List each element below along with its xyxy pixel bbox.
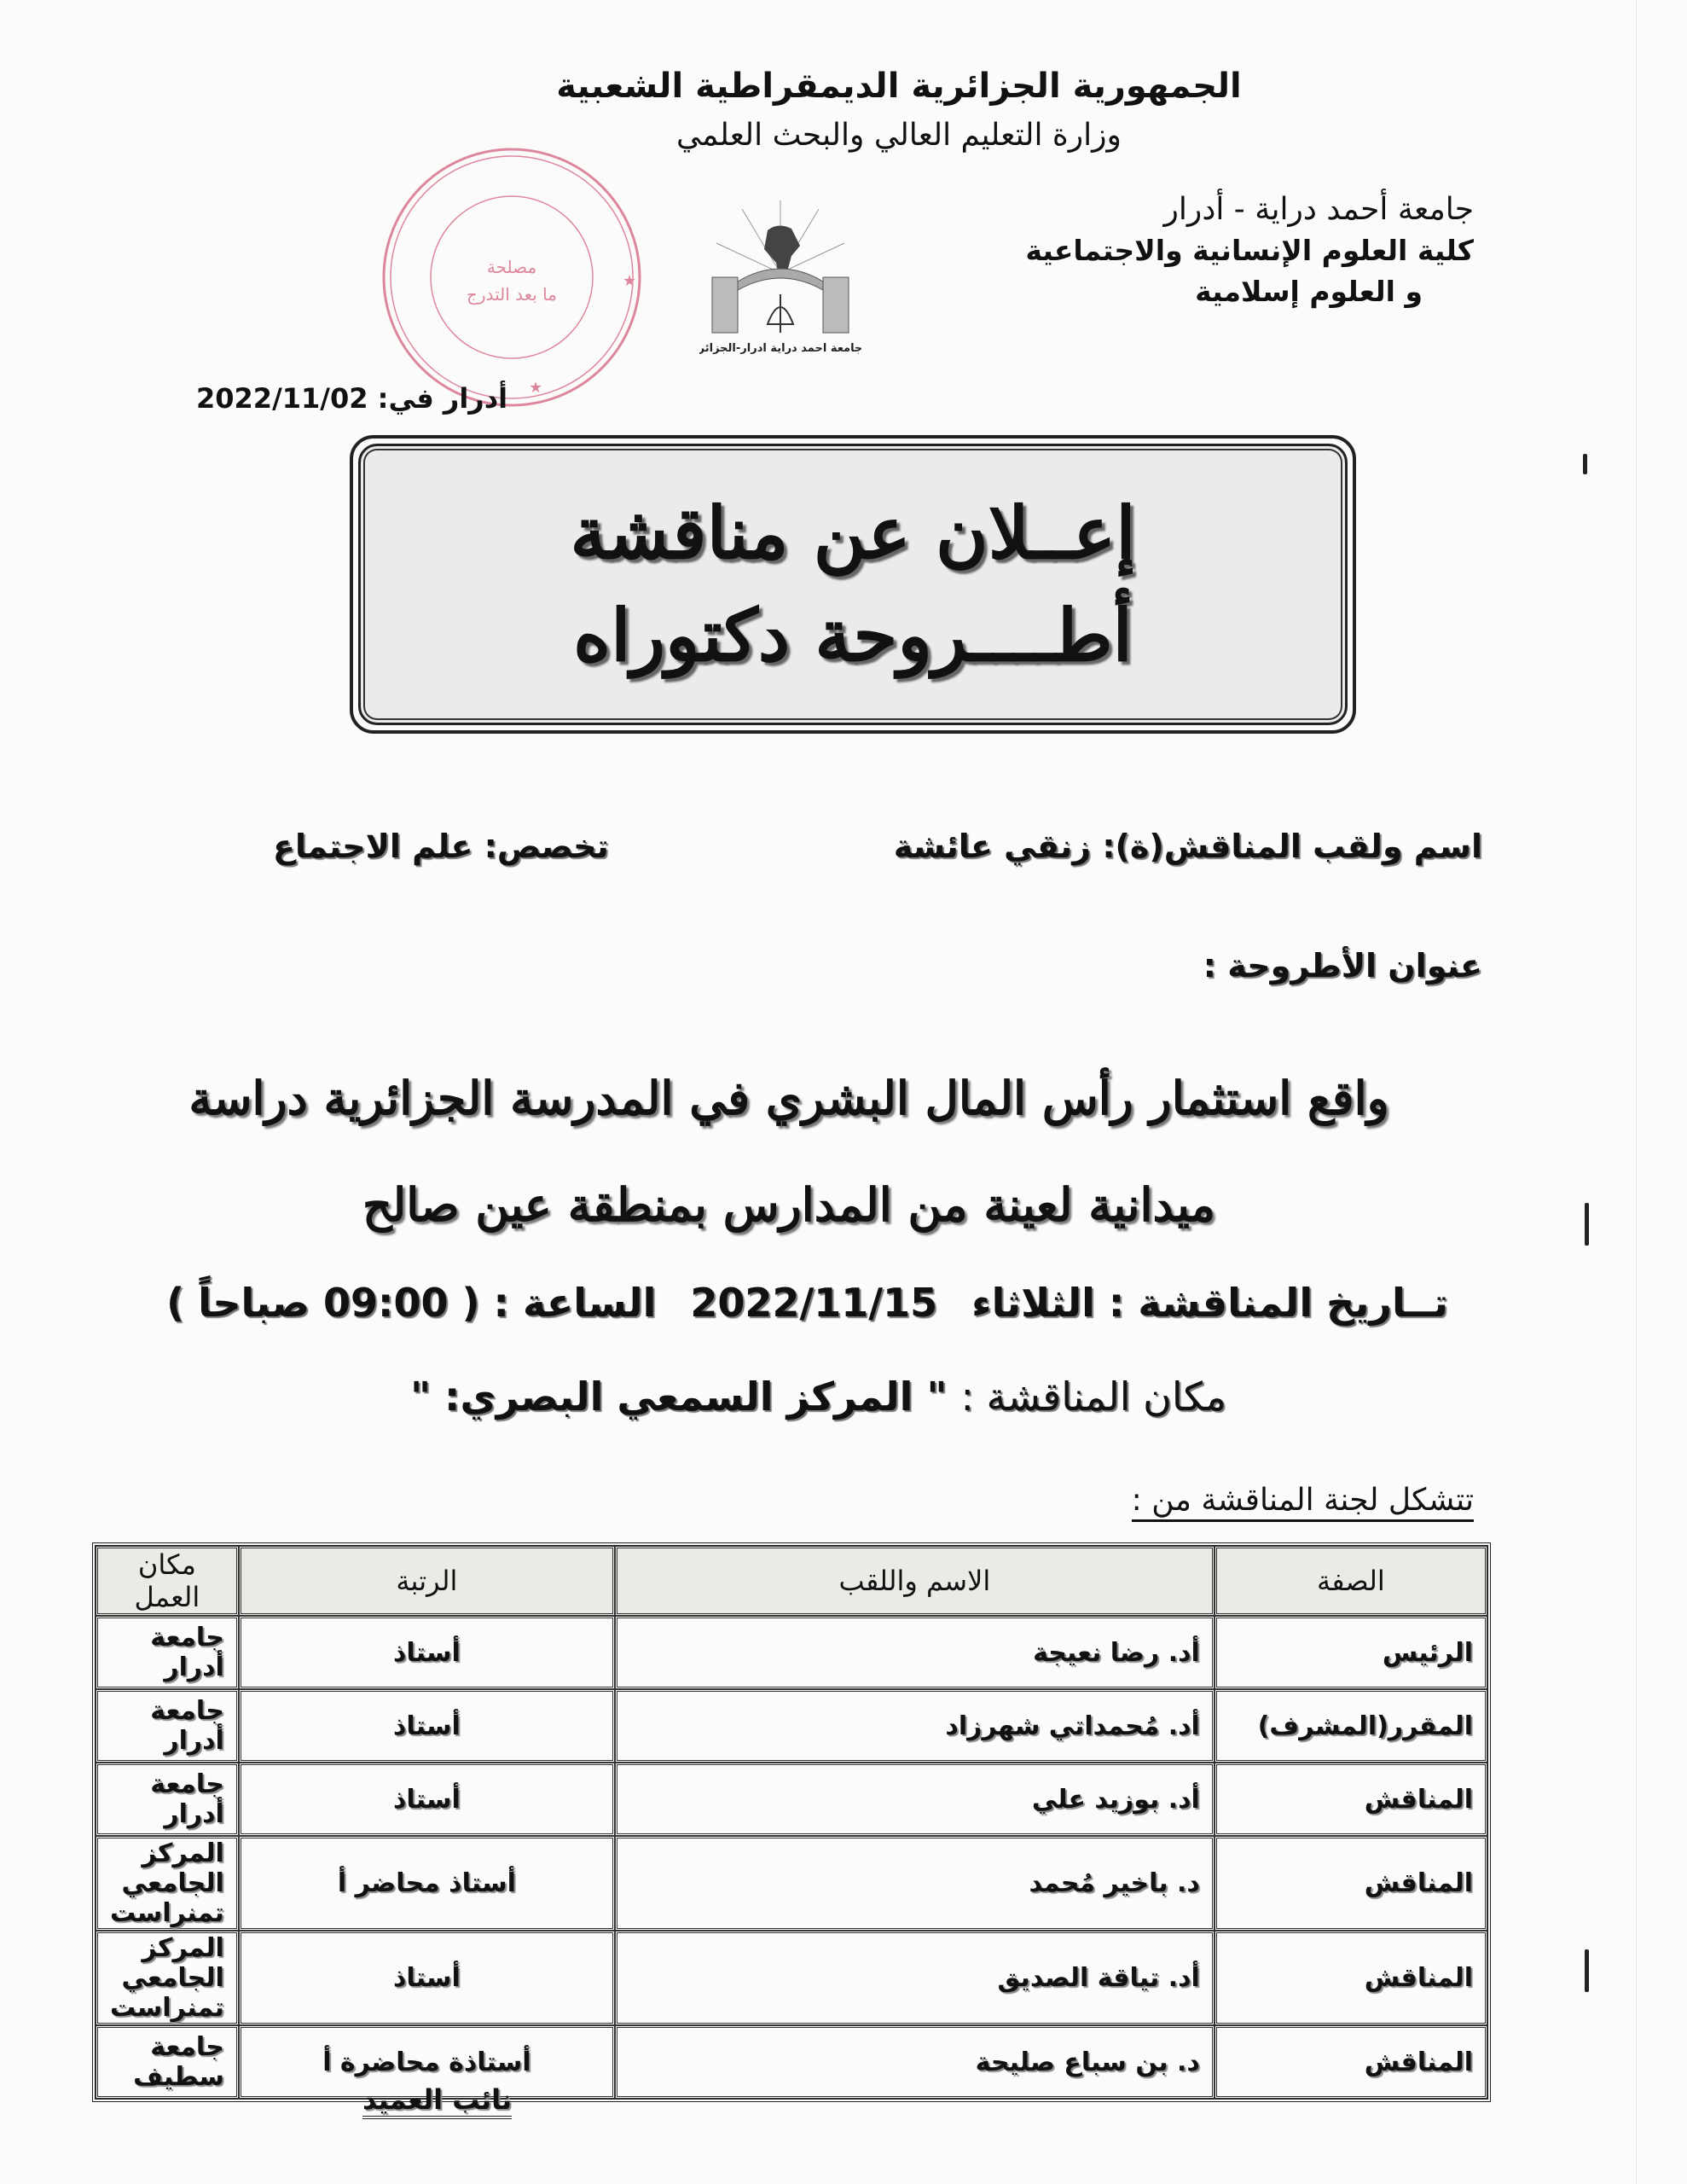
logo-caption: جامعة احمد دراية ادرار-الجزائر	[699, 342, 861, 355]
cell-workplace: المركز الجامعي تمنراست	[96, 1836, 239, 1931]
svg-text:★: ★	[529, 379, 543, 397]
cell-workplace: جامعة أدرار	[96, 1763, 239, 1836]
stamp-graphic	[367, 136, 657, 418]
university-name: جامعة أحمد دراية - أدرار	[1163, 192, 1474, 227]
defense-time: ( 09:00 صباحاً )	[166, 1280, 480, 1326]
thesis-title	[136, 1045, 1441, 1258]
announcement-banner	[350, 435, 1356, 734]
committee-label-text: تتشكل لجنة المناقشة من :	[1132, 1483, 1474, 1522]
committee-table	[92, 1542, 1491, 2102]
cell-workplace: جامعة أدرار	[96, 1689, 239, 1763]
cell-workplace: جامعة أدرار	[96, 1616, 239, 1689]
logo-graphic	[699, 196, 861, 358]
column-header-name: الاسم واللقب	[615, 1546, 1215, 1616]
place-date-label: أدرار في:	[377, 382, 508, 415]
cell-rank: أستاذ	[239, 1931, 615, 2025]
defense-date: 2022/11/15	[690, 1280, 938, 1326]
cell-rank: أستاذ محاضر أ	[239, 1836, 615, 1931]
scan-mark	[1585, 1949, 1589, 1992]
candidate-label: اسم ولقب المناقش(ة):	[1102, 828, 1482, 865]
cell-name: أد. بوزيد علي	[615, 1763, 1215, 1836]
cell-role: المناقش	[1215, 1836, 1487, 1931]
cell-role: المقرر(المشرف)	[1215, 1689, 1487, 1763]
official-stamp	[367, 136, 657, 418]
svg-text:مصلحة: مصلحة	[486, 257, 537, 277]
defense-day: الثلاثاء	[971, 1280, 1095, 1326]
cell-name: أد. تياقة الصديق	[615, 1931, 1215, 2025]
cell-role: الرئيس	[1215, 1616, 1487, 1689]
cell-role: المناقش	[1215, 2025, 1487, 2099]
cell-rank: أستاذ	[239, 1689, 615, 1763]
committee-label	[1132, 1483, 1474, 1518]
republic-header: الجمهورية الجزائرية الديمقراطية الشعبية	[556, 67, 1242, 106]
page-edge-line	[1636, 0, 1637, 2184]
cell-role: المناقش	[1215, 1763, 1487, 1836]
banner-title-line2: أطــــروحة دكتوراه	[573, 593, 1133, 677]
cell-workplace: المركز الجامعي تمنراست	[96, 1931, 239, 2025]
candidate-row	[894, 828, 1482, 865]
defense-venue-row	[410, 1374, 1226, 1420]
column-header-workplace: مكان العمل	[96, 1546, 239, 1616]
scan-mark	[1583, 454, 1587, 474]
cell-name: د. بن سباع صليحة	[615, 2025, 1215, 2099]
defense-date-label: تــاريخ المناقشة :	[1108, 1280, 1448, 1326]
venue-label: مكان المناقشة :	[960, 1374, 1226, 1420]
ministry-header: وزارة التعليم العالي والبحث العلمي	[676, 118, 1122, 153]
column-header-rank: الرتبة	[239, 1546, 615, 1616]
cell-workplace: جامعة سطيف	[96, 2025, 239, 2099]
candidate-name: زنقي عائشة	[893, 828, 1092, 865]
venue-value: " المركز السمعي البصري: "	[410, 1374, 948, 1420]
university-block	[1025, 189, 1474, 312]
speciality-label: تخصص:	[484, 828, 609, 865]
faculty-name-line2: و العلوم إسلامية	[1195, 275, 1423, 308]
cell-name: د. باخير مُحمد	[615, 1836, 1215, 1931]
svg-text:ما بعد التدرج: ما بعد التدرج	[467, 284, 557, 305]
thesis-title-line2: ميدانية لعينة من المدارس بمنطقة عين صالح	[362, 1177, 1216, 1232]
defense-time-label: الساعة :	[493, 1280, 657, 1326]
place-date	[196, 382, 507, 415]
speciality-value: علم الاجتماع	[273, 828, 473, 865]
svg-text:★: ★	[623, 272, 637, 290]
cell-name: أد. رضا نعيجة	[615, 1616, 1215, 1689]
column-header-role: الصفة	[1215, 1546, 1487, 1616]
thesis-title-line1: واقع استثمار رأس المال البشري في المدرسة الجزائرية دراسة	[188, 1071, 1389, 1125]
scan-mark	[1585, 1203, 1589, 1246]
defense-date-row	[166, 1280, 1448, 1326]
table-row	[96, 1763, 1487, 1836]
table-row	[96, 1931, 1487, 2025]
table-header-row	[96, 1546, 1487, 1616]
signature-label: نائب العميد	[362, 2083, 512, 2119]
university-logo	[699, 196, 861, 358]
place-date-value: 2022/11/02	[196, 382, 368, 415]
table-row	[96, 1689, 1487, 1763]
cell-rank: أستاذ	[239, 1763, 615, 1836]
faculty-name-line1: كلية العلوم الإنسانية والاجتماعية	[1025, 234, 1474, 267]
cell-role: المناقش	[1215, 1931, 1487, 2025]
cell-name: أد. مُحمداتي شهرزاد	[615, 1689, 1215, 1763]
cell-rank: أستاذة محاضرة أ	[239, 2025, 615, 2099]
cell-rank: أستاذ	[239, 1616, 615, 1689]
table-row	[96, 2025, 1487, 2099]
banner-inner	[358, 444, 1348, 725]
banner-title-line1: إعــلان عن مناقشة	[570, 491, 1136, 575]
speciality-row	[273, 828, 609, 865]
thesis-title-label: عنوان الأطروحة :	[1203, 947, 1482, 985]
table-row	[96, 1836, 1487, 1931]
table-row	[96, 1616, 1487, 1689]
